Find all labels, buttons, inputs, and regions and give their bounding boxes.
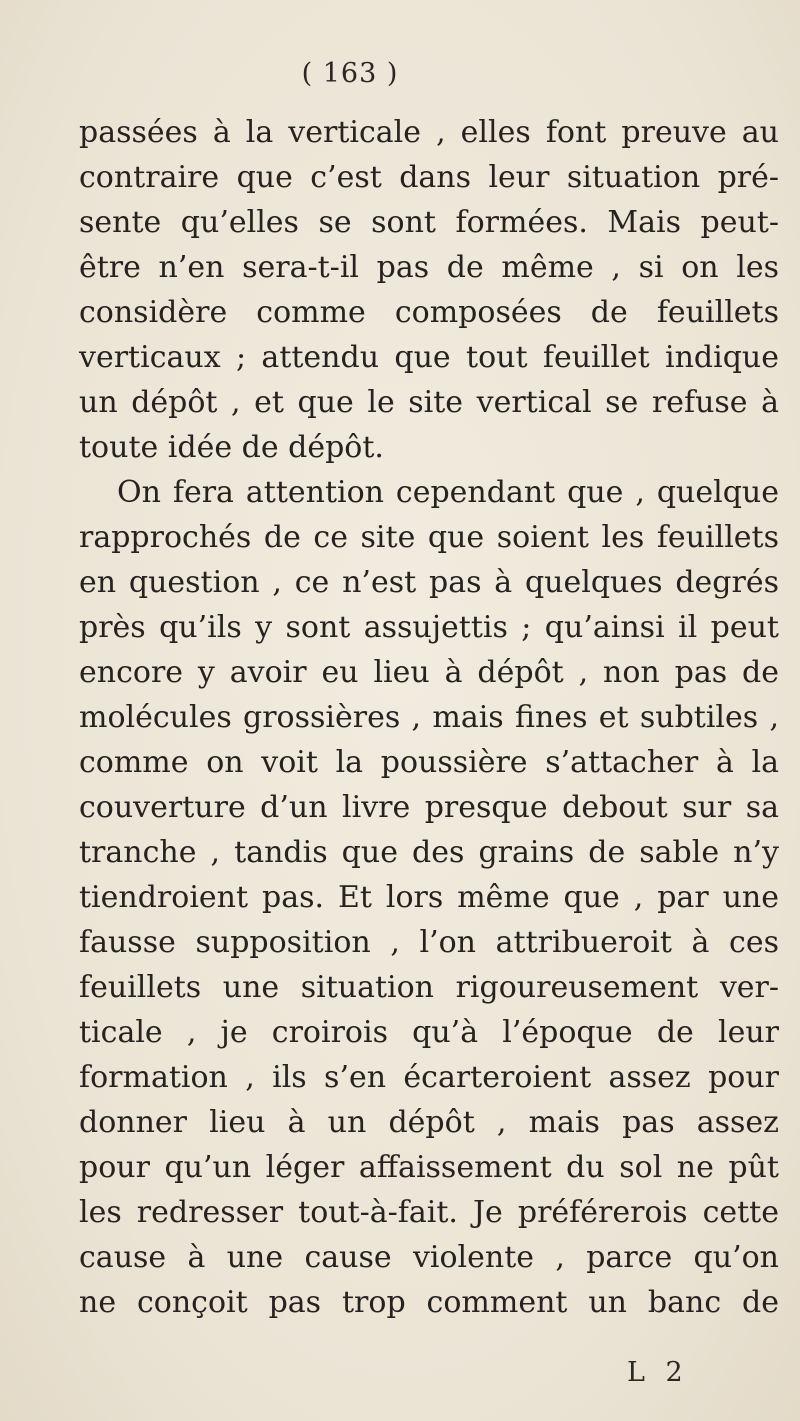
text-line: fausse supposition , l’on attribueroit à ces [79, 925, 779, 960]
text-line: verticaux ; attendu que tout feuillet indique [79, 340, 779, 375]
page-number: ( 163 ) [301, 58, 399, 89]
text-line: couverture d’un livre presque debout sur sa [79, 790, 779, 825]
text-line: comme on voit la poussière s’attacher à la [79, 745, 779, 780]
text-line: ne conçoit pas trop comment un banc de [79, 1285, 779, 1320]
text-line: passées à la verticale , elles font preuve au [79, 115, 779, 150]
text-line: ticale , je croirois qu’à l’époque de leur [79, 1015, 779, 1050]
text-line: considère comme composées de feuillets [79, 295, 779, 330]
text-line: cause à une cause violente , parce qu’on [79, 1240, 779, 1275]
signature-mark: L 2 [627, 1357, 689, 1388]
text-line: molécules grossières , mais fines et subtiles , [79, 700, 779, 735]
text-line: encore y avoir eu lieu à dépôt , non pas de [79, 655, 779, 690]
text-line: pour qu’un léger affaissement du sol ne pût [79, 1150, 779, 1185]
text-line: tiendroient pas. Et lors même que , par une [79, 880, 779, 915]
text-line: les redresser tout-à-fait. Je préférerois cette [79, 1195, 779, 1230]
text-line: rapprochés de ce site que soient les feuillets [79, 520, 779, 555]
text-line: en question , ce n’est pas à quelques degrés [79, 565, 779, 600]
text-line: sente qu’elles se sont formées. Mais peut- [79, 205, 779, 240]
text-line: On fera attention cependant que , quelque [117, 475, 779, 510]
text-line: toute idée de dépôt. [79, 430, 384, 465]
text-line: un dépôt , et que le site vertical se refuse à [79, 385, 779, 420]
text-line: être n’en sera-t-il pas de même , si on les [79, 250, 779, 285]
body-text [79, 110, 779, 1325]
text-line: contraire que c’est dans leur situation pré- [79, 160, 779, 195]
text-line: feuillets une situation rigoureusement ver- [79, 970, 779, 1005]
text-line: tranche , tandis que des grains de sable n’y [79, 835, 779, 870]
text-line: formation , ils s’en écarteroient assez pour [79, 1060, 779, 1095]
text-line: près qu’ils y sont assujettis ; qu’ainsi il peut [79, 610, 779, 645]
text-line: donner lieu à un dépôt , mais pas assez [79, 1105, 779, 1140]
